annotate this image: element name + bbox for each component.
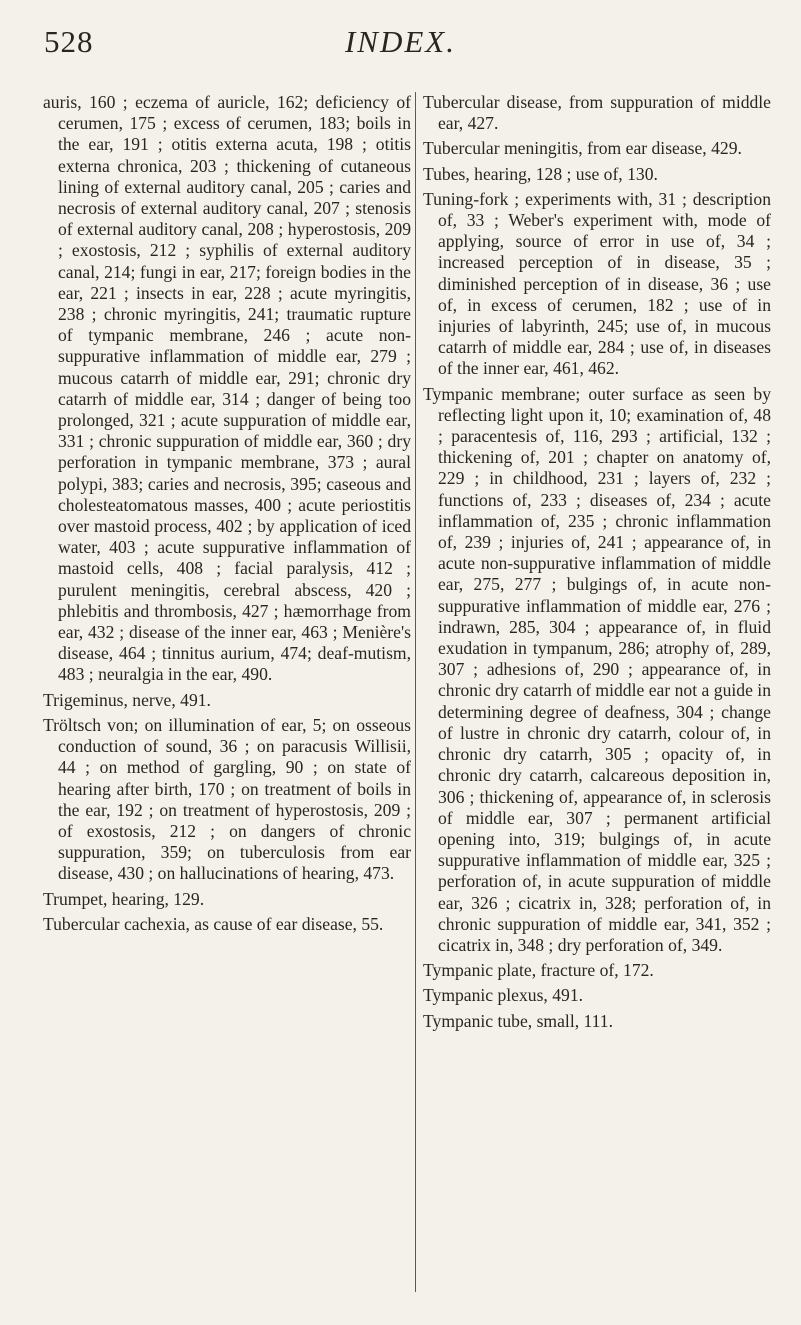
index-entry: Tympanic plate, fracture of, 172. bbox=[423, 960, 654, 981]
index-entry: Tröltsch von; on illumination of ear, 5; on osseous conduction of sound, 36 ; on paracusis Willisii, 44 ; on method of gargling, 90 ; on state of hearing after birth, 170 ; on treatment of boils in the ear, 192 ; on treatment of hyperostosis, 209 ; of exostosis, 212 ; on dangers of chronic suppuration, 359; on tuberculosis from ear disease, 430 ; on hallucinations of hearing, 473. bbox=[43, 714, 411, 884]
index-entry: Tympanic tube, small, 111. bbox=[423, 1010, 613, 1031]
index-entry: Tuning-fork ; experiments with, 31 ; description of, 33 ; Weber's experiment with, mode of applying, source of error in use of, 34 ; increased perception of in disease, 35 ; diminished perception of in disease, 36 ; use of, in excess of cerumen, 182 ; use of in injuries of labyrinth, 245; use of, in mucous catarrh of middle ear, 284 ; use of, in diseases of the inner ear, 461, 462. bbox=[423, 188, 771, 379]
page-number: 528 bbox=[44, 24, 94, 59]
index-entry: Tubercular disease, from suppuration of middle ear, 427. bbox=[423, 92, 771, 134]
index-entry: Tympanic membrane; outer surface as seen by reflecting light upon it, 10; examination of, 48 ; paracentesis of, 116, 293 ; artificial, 132 ; thickening of, 201 ; chapter on anatomy of, 229 ; in childhood, 231 ; layers of, 232 ; functions of, 233 ; diseases of, 234 ; acute inflammation of, 235 ; chronic inflammation of, 239 ; injuries of, 241 ; appearance of, in acute non-suppurative inflammation of middle ear, 275, 277 ; bulgings of, in acute non-suppurative inflammation of middle ear, 276 ; indrawn, 285, 304 ; appearance of, in fluid exudation in tympanum, 286; atrophy of, 289, 307 ; adhesions of, 290 ; appearance of, in chronic dry catarrh of middle ear not a guide in determining degree of deafness, 304 ; change of lustre in chronic dry catarrh, colour of, in chronic dry catarrh, 305 ; opacity of, in chronic dry catarrh, calcareous deposition in, 306 ; thickening of, appearance of, in sclerosis of middle ear, 307 ; permanent artificial opening into, 319; bulgings of, in acute suppurative inflammation of middle ear, 325 ; perforation of, in acute suppuration of middle ear, 326 ; cicatrix in, 328; perforation of, in chronic suppuration of middle ear, 341, 352 ; cicatrix in, 348 ; dry perforation of, 349. bbox=[423, 383, 771, 955]
index-entry: Tympanic plexus, 491. bbox=[423, 985, 584, 1006]
index-entry: Trumpet, hearing, 129. bbox=[43, 888, 205, 909]
index-entry: Tubercular cachexia, as cause of ear disease, 55. bbox=[43, 913, 384, 934]
page-header bbox=[0, 24, 801, 64]
column-divider bbox=[415, 92, 416, 1292]
running-title: INDEX. bbox=[344, 24, 456, 59]
index-entry: Tubes, hearing, 128 ; use of, 130. bbox=[423, 163, 658, 184]
index-entry: Tubercular meningitis, from ear disease, 429. bbox=[423, 138, 742, 159]
index-entry: Trigeminus, nerve, 491. bbox=[43, 689, 211, 710]
index-column-left bbox=[43, 92, 411, 939]
index-column-right bbox=[423, 92, 771, 1036]
index-entry: auris, 160 ; eczema of auricle, 162; deficiency of cerumen, 175 ; excess of cerumen, 183; boils in the ear, 191 ; otitis externa acuta, 198 ; otitis externa chronica, 203 ; thickening of cutaneous lining of external auditory canal, 205 ; caries and necrosis of external auditory canal, 207 ; stenosis of external auditory canal, 208 ; hyperostosis, 209 ; exostosis, 212 ; syphilis of external auditory canal, 214; fungi in ear, 217; foreign bodies in the ear, 221 ; insects in ear, 228 ; acute myringitis, 238 ; chronic myringitis, 241; traumatic rupture of tympanic membrane, 246 ; acute non-suppurative inflammation of middle ear, 279 ; mucous catarrh of middle ear, 291; chronic dry catarrh of middle ear, 314 ; danger of being too prolonged, 321 ; acute suppuration of middle ear, 331 ; chronic suppuration of middle ear, 360 ; dry perforation in tympanic membrane, 373 ; aural polypi, 383; caries and necrosis, 395; caseous and cholesteatomatous masses, 400 ; acute periostitis over mastoid process, 402 ; by application of iced water, 403 ; acute suppurative inflammation of mastoid cells, 408 ; facial paralysis, 412 ; purulent meningitis, cerebral abscess, 420 ; phlebitis and thrombosis, 427 ; hæmorrhage from ear, 432 ; disease of the inner ear, 463 ; Menière's disease, 464 ; tinnitus aurium, 474; deaf-mutism, 483 ; neuralgia in the ear, 490. bbox=[43, 92, 411, 685]
